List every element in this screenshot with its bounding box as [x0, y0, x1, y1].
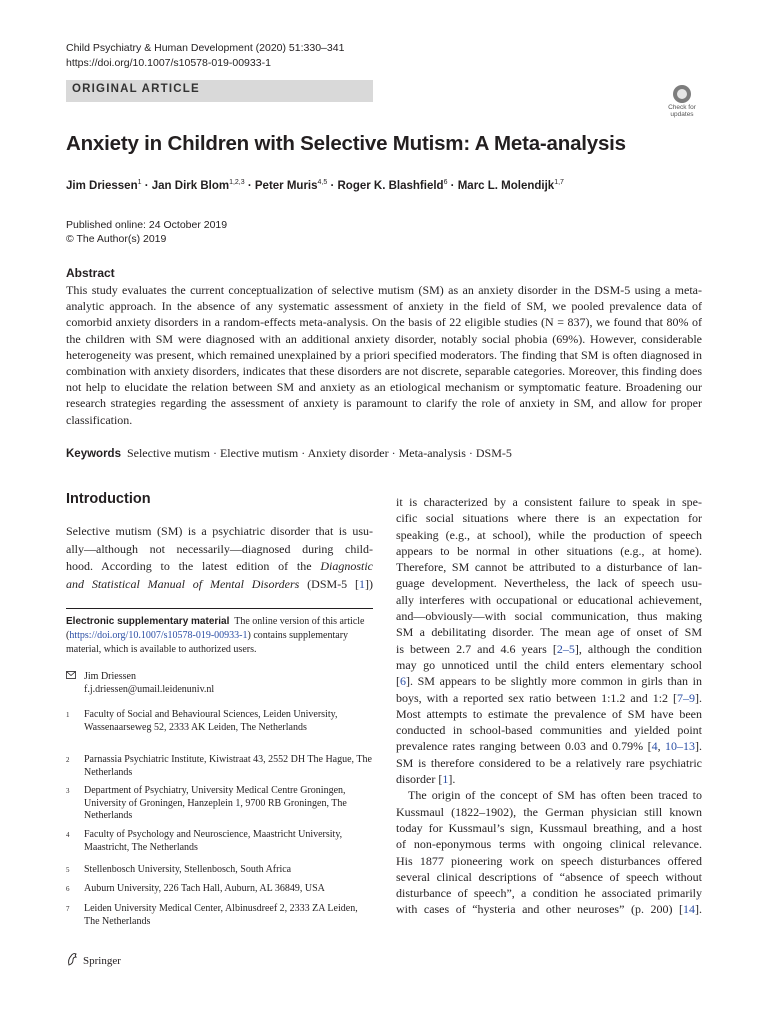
text-line: with cases of “hysteria and other neuroses” (p. 200) [14]. [396, 902, 702, 917]
citation-link[interactable]: 6 [400, 674, 406, 689]
author[interactable]: Jan Dirk Blom$^{1,2,3}$ [151, 179, 245, 192]
corresponding-author-name: Jim Driessen [84, 671, 136, 682]
article-title: Anxiety in Children with Selective Mutism: A Meta-analysis [66, 132, 626, 155]
author-separator: · [447, 179, 458, 192]
copyright: © The Author(s) 2019 [66, 233, 167, 245]
author[interactable]: Jim Driessen$^1$ [66, 179, 142, 192]
envelope-icon [66, 671, 76, 684]
article-type-banner [66, 80, 373, 102]
citation-link[interactable]: 7–9 [677, 690, 695, 705]
text-line: conducted in school-based communities and yielded point [396, 723, 702, 738]
text-line: today for Kussmaul’s sign, Kussmaul breathing, and a host [396, 820, 702, 835]
author-list [66, 179, 564, 192]
text-line: ally interferes with occupational or educational achievement, [396, 592, 702, 607]
author-separator: · [141, 179, 152, 192]
text-line: of non-eponymous terms with ongoing clinical relevance. [396, 837, 702, 852]
abstract-text: This study evaluates the current conceptualization of selective mutism (SM) as an anxiety disorder in the DSM-5 using a meta-analytic approach. In the absence of any systematic assessment of anxiety in the field of SM, we pooled prevalence data of comorbid anxiety disorders in a random-effects meta-analysis. On the basis of 22 eligible studies (N = 837), we found that 80% of the children with SM were diagnosed with an additional anxiety disorder, notably social phobia (69%). However, considerable heterogeneity was present, which remained unexplained by a priori specified moderators. The finding that SM is often diagnosed in combination with anxiety disorders, indicates that these disorders are not discrete, separable categories. Moreover, this finding does not help to elucidate the relation between SM and anxiety as an etiological mechanism or symptomatic feature. Broadening our research strategies regarding the assessment of anxiety is paramount to clarify the role of anxiety in SM, and allow for proper classification. [66, 283, 702, 427]
author[interactable]: Peter Muris$^{4,5}$ [254, 179, 328, 192]
text-line: Selective mutism (SM) is a psychiatric disorder that is usu- [66, 524, 373, 538]
text-line: disturbance of speech”, a condition he associated primarily [396, 886, 702, 901]
author-separator: · [327, 179, 338, 192]
text-line: The origin of the concept of SM has often been traced to [408, 788, 702, 803]
text-line: several clinical descriptions of “absence of speech without [396, 869, 702, 884]
supplementary-material-note: Electronic supplementary material The online version of this article (https://doi.org/10.1007/s10578-019-00933-1) contains supplementary material, which is available to authorized users. [66, 616, 365, 655]
citation-link[interactable]: 14 [683, 902, 695, 917]
esm-doi-link[interactable]: https://doi.org/10.1007/s10578-019-00933-1 [69, 630, 248, 641]
esm-label: Electronic supplementary material [66, 616, 230, 627]
citation-link[interactable]: 1 [359, 576, 366, 591]
text-line: appears to be normal in other situations (e.g., at home). [396, 543, 702, 558]
text-line: may go unnoticed until the child enters elementary school [396, 657, 702, 672]
publisher-footer [66, 952, 121, 969]
check-for-updates-badge[interactable] [662, 84, 702, 124]
introduction-right-column [396, 494, 702, 918]
citation-link[interactable]: 1 [442, 772, 449, 787]
text-line: boys, with a reported sex ratio between 1:1.2 and 1:2 [7–9]. [396, 690, 702, 705]
citation-link[interactable]: 10–13 [665, 739, 695, 754]
text-line: Therefore, SM cannot be attributed to a disturbance of lan- [396, 560, 702, 575]
published-date: Published online: 24 October 2019 [66, 219, 228, 231]
text-line: disorder [1]. [396, 772, 456, 787]
text-line: it is characterized by a consistent failure to speak in spe- [396, 495, 702, 509]
citation-link[interactable]: 4 [651, 739, 658, 754]
keywords-list: Selective mutism · Elective mutism · Anxiety disorder · Meta-analysis · DSM-5 [126, 446, 512, 460]
introduction-left-column [66, 523, 373, 593]
abstract-heading: Abstract [66, 266, 115, 280]
citation-link[interactable]: 2–5 [556, 641, 575, 656]
text-line: hood. According to the latest edition of the Diagnostic [66, 559, 373, 574]
badge-line-2: updates [670, 111, 694, 118]
keywords-label: Keywords [66, 448, 121, 460]
text-line: speaking (e.g., at school), while the production of speech [396, 527, 702, 542]
author[interactable]: Roger K. Blashfield$^6$ [337, 179, 448, 192]
journal-citation [66, 41, 344, 71]
text-line: guage development. Nevertheless, the lack of speech usu- [396, 576, 702, 591]
publication-info [66, 218, 227, 246]
text-line: SM is therefore considered to be a relatively rare psychiatric [396, 755, 702, 770]
text-line: Kussmaul (1822–1902), the German physician still known [396, 804, 702, 819]
journal-name-line: Child Psychiatry & Human Development (2020) 51:330–341 [66, 42, 345, 54]
text-line: [6]. SM appears to be slightly more common in girls than in [396, 674, 702, 689]
author[interactable]: Marc L. Molendijk$^{1,7}$ [457, 179, 564, 192]
text-line: is between 2.7 and 4.6 years [2–5], although the condition [396, 641, 702, 656]
article-type-label: ORIGINAL ARTICLE [72, 83, 200, 95]
footnote-divider [66, 608, 373, 609]
keywords [66, 445, 512, 462]
text-line: prevalence rates ranging between 0.03 and 0.79% [4, 10–13]. [396, 739, 702, 754]
text-line: Most attempts to estimate the prevalence of SM have been [396, 706, 702, 721]
badge-line-1: Check for [668, 104, 696, 111]
text-line: and Statistical Manual of Mental Disorders (DSM-5 [1]) [66, 576, 374, 591]
doi-link[interactable]: https://doi.org/10.1007/s10578-019-00933-1 [66, 57, 271, 69]
text-line: and—obviously—with social communication, thus making [396, 609, 702, 624]
text-line: cific social situations where there is an expectation for [396, 511, 702, 526]
check-for-updates-icon [673, 85, 691, 103]
publisher-name: Springer [83, 954, 121, 967]
text-line: ally—although not necessarily—diagnosed during child- [66, 541, 373, 556]
text-line: SM a debilitating disorder. The mean age of onset of SM [396, 625, 702, 640]
text-line: His 1877 pioneering work on speech disturbances offered [396, 853, 702, 868]
corresponding-author-email[interactable]: f.j.driessen@umail.leidenuniv.nl [84, 683, 215, 695]
author-separator: · [244, 179, 255, 192]
introduction-heading: Introduction [66, 491, 151, 507]
springer-horse-icon [66, 952, 78, 969]
